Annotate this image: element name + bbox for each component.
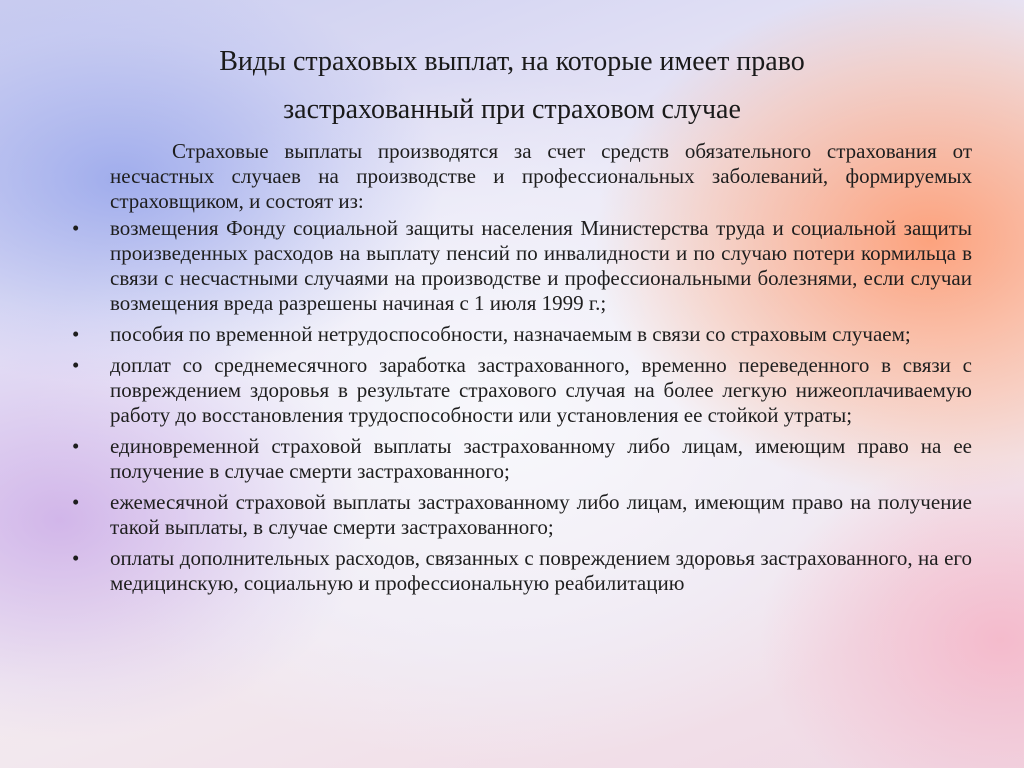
list-item — [70, 216, 972, 316]
slide-title-line-2: застрахованный при страховом случае — [283, 94, 741, 125]
list-item-text: пособия по временной нетрудоспособности, назначаемым в связи со страховым случаем; — [110, 322, 911, 346]
slide-title-line-1: Виды страховых выплат, на которые имеет право — [219, 46, 805, 77]
bullet-icon: • — [72, 216, 80, 240]
payment-types-list — [70, 216, 972, 596]
bullet-icon: • — [72, 434, 80, 458]
list-item-text: возмещения Фонду социальной защиты населения Министерства труда и социальной защиты произведенных расходов на выплату пенсий по инвалидности и по случаю потери кормильца в связи с несчастными случаями на производстве и профессиональными болезнями, если случаи возмещения вреда разрешены начиная с 1 июля 1999 г.; — [110, 216, 972, 315]
list-item — [70, 353, 972, 428]
list-item — [70, 490, 972, 540]
list-item-text: единовременной страховой выплаты застрахованному либо лицам, имеющим право на ее получение в случае смерти застрахованного; — [110, 434, 972, 483]
bullet-icon: • — [72, 322, 80, 346]
slide-body — [70, 139, 972, 602]
bullet-icon: • — [72, 546, 80, 570]
list-item-text: оплаты дополнительных расходов, связанных с повреждением здоровья застрахованного, на его медицинскую, социальную и профессиональную реабилитацию — [110, 546, 972, 595]
slide-title — [100, 38, 924, 134]
list-item — [70, 322, 972, 347]
bullet-icon: • — [72, 353, 80, 377]
list-item — [70, 546, 972, 596]
intro-paragraph: Страховые выплаты производятся за счет средств обязательного страхования от несчастных случаев на производстве и профессиональных заболеваний, формируемых страховщиком, и состоят из: — [110, 139, 972, 213]
list-item-text: доплат со среднемесячного заработка застрахованного, временно переведенного в связи с повреждением здоровья в результате страхового случая на более легкую нижеоплачиваемую работу до восстановления трудоспособности или установления ее стойкой утраты; — [110, 353, 972, 427]
list-item-text: ежемесячной страховой выплаты застрахованному либо лицам, имеющим право на получение такой выплаты, в случае смерти застрахованного; — [110, 490, 972, 539]
bullet-icon: • — [72, 490, 80, 514]
list-item — [70, 434, 972, 484]
